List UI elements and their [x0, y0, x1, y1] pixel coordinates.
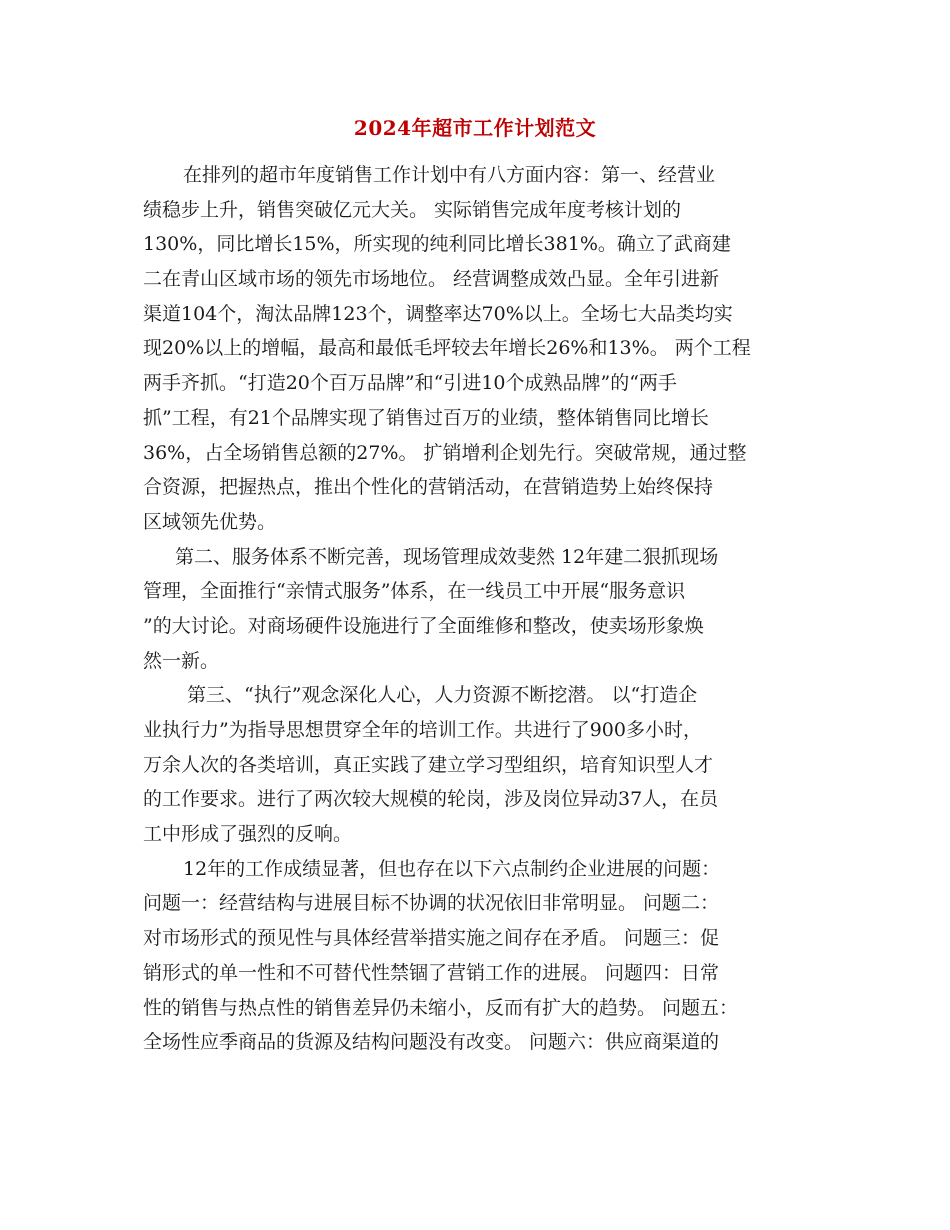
paragraph-3-line-3: 万余人次的各类培训，真正实践了建立学习型组织，培育知识型人才	[143, 753, 714, 776]
document-title: 2024年超市工作计划范文	[353, 116, 597, 140]
paragraph-2-line-1: 第二、服务体系不断完善，现场管理成效斐然 12年建二狠抓现场	[175, 545, 719, 568]
paragraph-4-line-6: 全场性应季商品的货源及结构问题没有改变。 问题六：供应商渠道的	[143, 1031, 720, 1054]
paragraph-4-line-4: 销形式的单一性和不可替代性禁锢了营销工作的进展。 问题四：日常	[143, 961, 720, 984]
paragraph-4-line-5: 性的销售与热点性的销售差异仍未缩小，反而有扩大的趋势。 问题五：	[143, 996, 739, 1019]
paragraph-3-line-4: 的工作要求。进行了两次较大规模的轮岗，涉及岗位异动37人，在员	[143, 788, 719, 811]
paragraph-1-line-3: 130%，同比增长15%，所实现的纯利同比增长381%。确立了武商建	[143, 233, 731, 256]
paragraph-1-line-7: 两手齐抓。“打造20个百万品牌”和“引进10个成熟品牌”的“两手	[143, 372, 677, 395]
paragraph-1-line-1: 在排列的超市年度销售工作计划中有八方面内容：第一、经营业	[183, 164, 716, 186]
paragraph-1-line-8: 抓”工程，有21个品牌实现了销售过百万的业绩，整体销售同比增长	[143, 406, 709, 429]
paragraph-1-line-9: 36%，占全场销售总额的27%。 扩销增利企划先行。突破常规，通过整	[143, 441, 747, 464]
paragraph-1-line-5: 渠道104个，淘汰品牌123个，调整率达70%以上。全场七大品类均实	[143, 302, 733, 325]
paragraph-4-line-3: 对市场形式的预见性与具体经营举措实施之间存在矛盾。 问题三：促	[143, 927, 720, 950]
paragraph-3-line-1: 第三、“执行”观念深化人心，人力资源不断挖潜。 以“打造企	[187, 684, 698, 707]
paragraph-4-line-2: 问题一：经营结构与进展目标不协调的状况依旧非常明显。 问题二：	[143, 892, 720, 915]
paragraph-2-line-2: 管理，全面推行“亲情式服务”体系，在一线员工中开展“服务意识	[143, 580, 686, 603]
paragraph-2-line-4: 然一新。	[143, 649, 220, 672]
paragraph-1-line-6: 现20%以上的增幅，最高和最低毛坪较去年增长26%和13%。 两个工程	[143, 337, 751, 360]
paragraph-3-line-5: 工中形成了强烈的反响。	[143, 823, 353, 846]
paragraph-4-line-1: 12年的工作成绩显著，但也存在以下六点制约企业进展的问题：	[183, 857, 721, 880]
paragraph-1-line-10: 合资源，把握热点，推出个性化的营销活动，在营销造势上始终保持	[143, 476, 714, 499]
paragraph-3-line-2: 业执行力”为指导思想贯穿全年的培训工作。共进行了900多小时，	[143, 719, 702, 741]
paragraph-1-line-4: 二在青山区域市场的领先市场地位。 经营调整成效凸显。全年引进新	[143, 268, 720, 291]
paragraph-2-line-3: ”的大讨论。对商场硬件设施进行了全面维修和整改，使卖场形象焕	[143, 614, 704, 637]
paragraph-1-line-2: 绩稳步上升，销售突破亿元大关。 实际销售完成年度考核计划的	[143, 198, 682, 221]
document-body	[143, 158, 808, 1060]
paragraph-1-line-11: 区域领先优势。	[143, 510, 277, 533]
